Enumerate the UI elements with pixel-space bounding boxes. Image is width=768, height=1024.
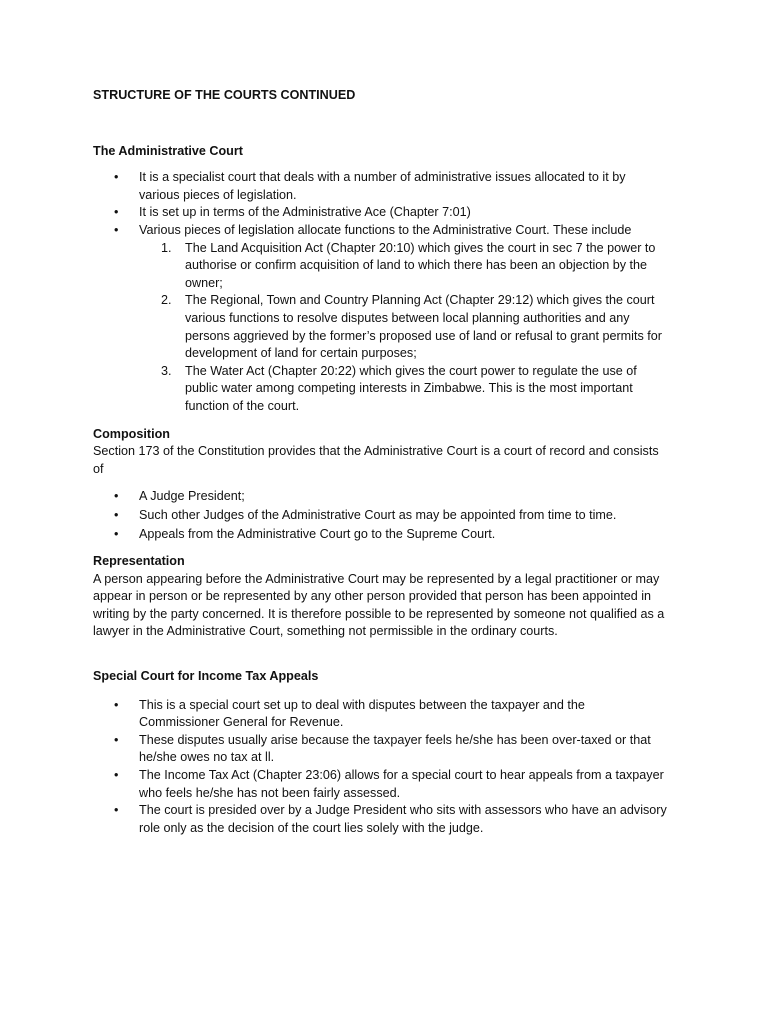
numbered-item: [161, 292, 668, 362]
legislation-list: [139, 240, 668, 416]
list-item: [114, 204, 668, 222]
item-number: 1.: [161, 240, 172, 255]
representation-paragraph: A person appearing before the Administrative Court may be represented by a legal practitioner or may appear in person or be represented by any other person provided that person has been appointed in writing by the party concerned. It is therefore possible to be represented by someone not qualified as a lawyer in the Administrative Court, something not permissible in the ordinary courts.: [93, 571, 665, 639]
list-item-text: The court is presided over by a Judge President who sits with assessors who have an advisory role only as the decision of the court lies solely with the judge.: [139, 803, 667, 835]
list-item: [114, 802, 668, 837]
composition-heading: Composition: [93, 426, 170, 441]
list-item-text: The Income Tax Act (Chapter 23:06) allows for a special court to hear appeals from a taxpayer who feels he/she has not been fairly assessed.: [139, 768, 664, 800]
composition-paragraph: Section 173 of the Constitution provides that the Administrative Court is a court of record and consists of: [93, 444, 659, 476]
list-item: [114, 507, 668, 525]
list-item-text: These disputes usually arise because the taxpayer feels he/she has been over-taxed or that he/she owes no tax at ll.: [139, 732, 651, 765]
list-item: [114, 526, 668, 544]
list-item: [114, 169, 668, 204]
bullet-icon: •: [114, 527, 119, 542]
bullet-icon: •: [114, 697, 119, 712]
list-item-text: It is a specialist court that deals with a number of administrative issues allocated to it by various pieces of legislation.: [139, 170, 626, 202]
page-title: STRUCTURE OF THE COURTS CONTINUED: [93, 88, 356, 102]
bullet-icon: •: [114, 222, 119, 237]
representation-heading: Representation: [93, 554, 185, 569]
item-number: 3.: [161, 363, 172, 378]
list-item-text: Appeals from the Administrative Court go to the Supreme Court.: [139, 527, 496, 542]
list-item-text: A Judge President;: [139, 489, 245, 504]
bullet-icon: •: [114, 508, 119, 523]
bullet-icon: •: [114, 205, 119, 220]
bullet-icon: •: [114, 803, 119, 818]
numbered-item-text: The Land Acquisition Act (Chapter 20:10) which gives the court in sec 7 the power to authorise or confirm acquisition of land to which there has been an objection by the owner;: [185, 240, 656, 290]
numbered-item: [161, 363, 668, 416]
list-item-text: This is a special court set up to deal with disputes between the taxpayer and the Commissioner General for Revenue.: [139, 697, 585, 730]
admin-court-bullets: [93, 169, 668, 415]
bullet-icon: •: [114, 489, 119, 504]
admin-court-heading: The Administrative Court: [93, 143, 243, 158]
numbered-item-text: The Regional, Town and Country Planning Act (Chapter 29:12) which gives the court various functions to resolve disputes between local planning authorities and any persons aggrieved by the former’s proposed use of land or refusal to grant permits for development of land for certain purposes;: [185, 293, 662, 361]
list-item: [114, 767, 668, 802]
tax-court-bullets: [93, 697, 668, 838]
bullet-icon: •: [114, 170, 119, 185]
numbered-item: [161, 240, 668, 293]
list-item: [114, 222, 668, 416]
tax-court-heading: Special Court for Income Tax Appeals: [93, 669, 319, 684]
numbered-item-text: The Water Act (Chapter 20:22) which gives the court power to regulate the use of public water among competing interests in Zimbabwe. This is the most important function of the court.: [185, 363, 637, 413]
item-number: 2.: [161, 293, 172, 308]
list-item: [114, 732, 668, 767]
list-item: [114, 697, 668, 732]
composition-bullets: [93, 488, 668, 544]
list-item-text: Various pieces of legislation allocate functions to the Administrative Court. These include: [139, 222, 632, 237]
bullet-icon: •: [114, 732, 119, 747]
list-item: [114, 488, 668, 506]
list-item-text: It is set up in terms of the Administrative Ace (Chapter 7:01): [139, 205, 471, 220]
bullet-icon: •: [114, 768, 119, 782]
list-item-text: Such other Judges of the Administrative Court as may be appointed from time to time.: [139, 508, 617, 523]
